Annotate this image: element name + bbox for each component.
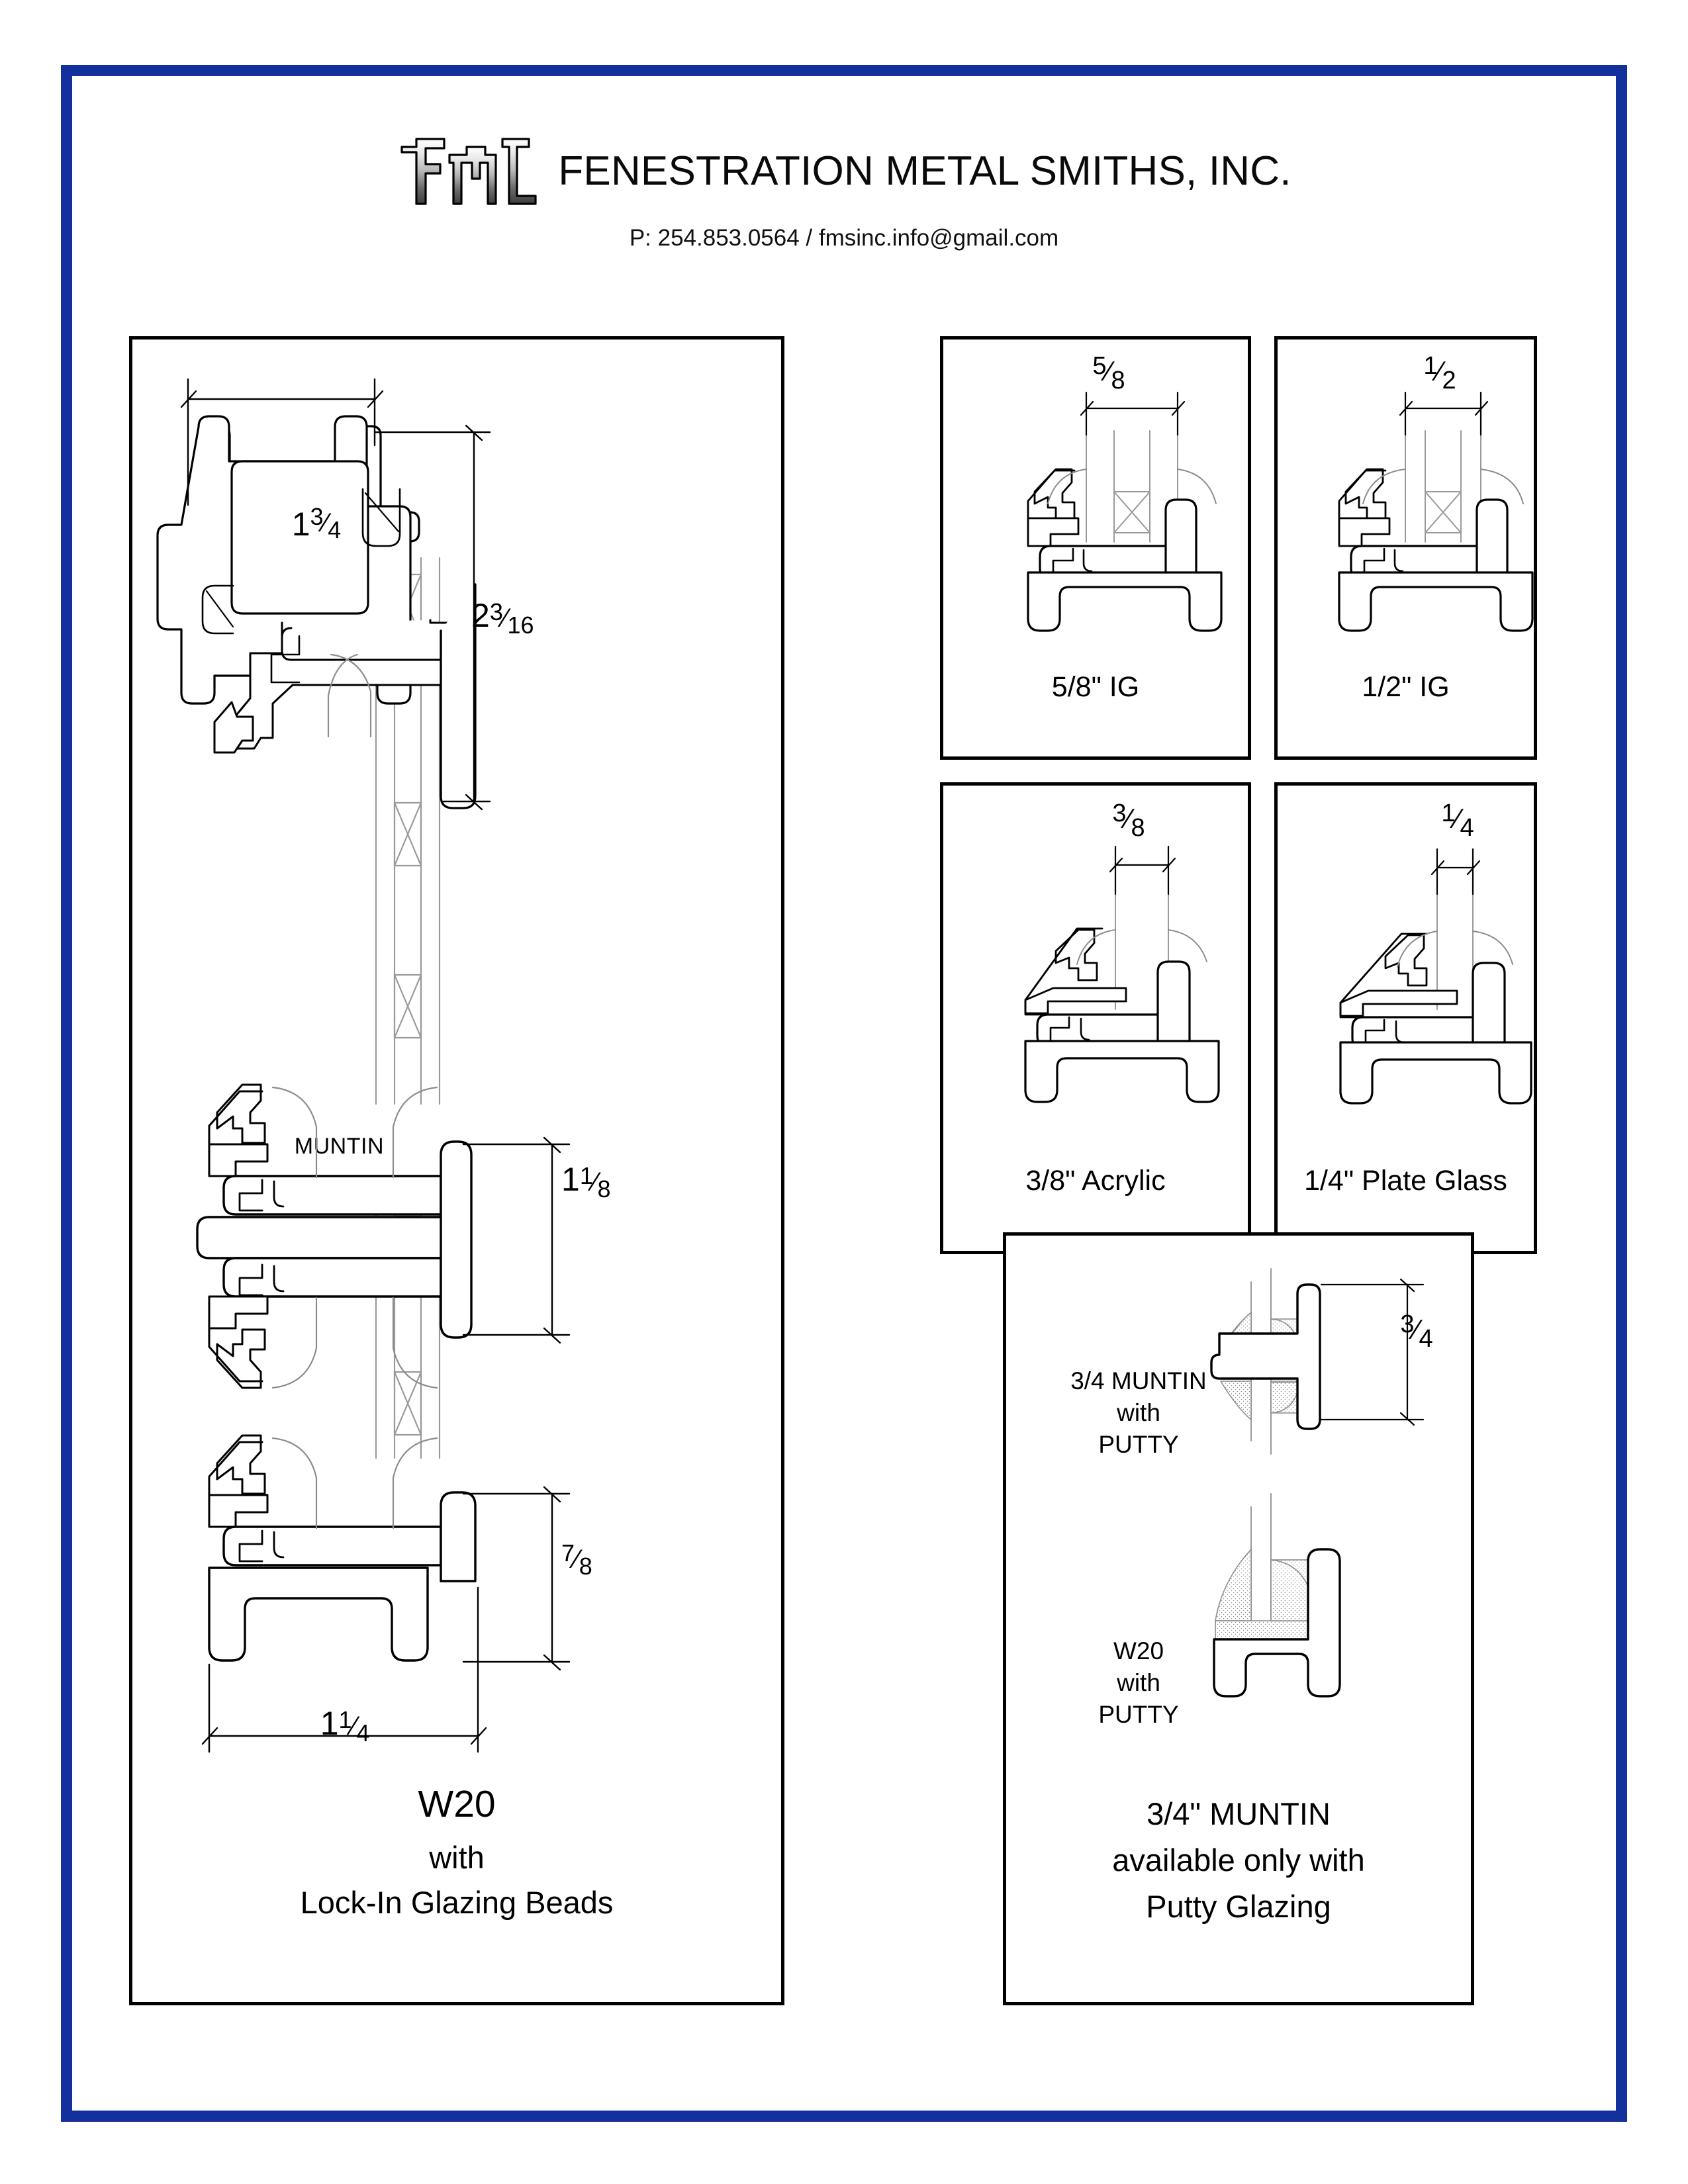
dim-denominator: 16 — [507, 612, 534, 639]
dim-numerator: 1 — [338, 1706, 352, 1733]
putty-note-bottom-line3: PUTTY — [1098, 1701, 1179, 1729]
dimension-ig-12: 1⁄2 — [1423, 352, 1456, 394]
section-label-muntin: MUNTIN — [294, 1134, 384, 1159]
glazing-panel-ig-12 — [1274, 336, 1537, 760]
glazing-caption-ig-12: 1/2" IG — [1362, 671, 1450, 703]
dim-numerator: 5 — [1092, 352, 1107, 380]
glazing-panel-acrylic-38 — [940, 782, 1251, 1254]
sheet-header — [0, 132, 1688, 251]
main-panel-subtitle: with — [429, 1840, 485, 1875]
putty-note-bottom-line1: W20 — [1113, 1637, 1164, 1664]
dim-numerator: 1 — [579, 1162, 593, 1189]
dimension-plate-14: 1⁄4 — [1441, 799, 1474, 842]
dim-whole: 1 — [561, 1161, 580, 1198]
glazing-panel-ig-58 — [940, 336, 1251, 760]
dimension-ig-58: 5⁄8 — [1092, 352, 1125, 394]
dim-denominator: 8 — [1131, 814, 1145, 842]
putty-note-top-line2: with — [1117, 1399, 1160, 1427]
glazing-panel-plate-14 — [1274, 782, 1537, 1254]
dim-denominator: 4 — [356, 1719, 370, 1747]
putty-caption-line1: 3/4" MUNTIN — [1147, 1796, 1331, 1831]
dim-whole: 1 — [320, 1705, 339, 1742]
brand-row — [0, 132, 1688, 210]
contact-line: P: 254.853.0564 / fmsinc.info@gmail.com — [629, 225, 1059, 251]
dim-numerator: 3 — [1400, 1310, 1415, 1338]
putty-note-top-line1: 3/4 MUNTIN — [1070, 1367, 1207, 1394]
dim-numerator: 3 — [310, 503, 324, 530]
main-panel-title: W20 — [418, 1783, 496, 1825]
putty-glazing-panel — [1003, 1232, 1474, 2005]
putty-note-bottom-line2: with — [1117, 1669, 1160, 1697]
main-profile-panel — [129, 336, 784, 2005]
dim-numerator: 1 — [1423, 352, 1438, 380]
glazing-caption-ig-58: 5/8" IG — [1051, 671, 1140, 703]
dim-denominator: 8 — [597, 1175, 611, 1203]
dim-numerator: 1 — [1441, 799, 1456, 827]
glazing-drawing-plate-14 — [1268, 799, 1552, 1115]
dimension-casement-width: $1^3⁄_4$ — [291, 503, 342, 543]
dimension-fixed-height: $^7⁄_8$ — [561, 1539, 592, 1580]
dimension-acrylic-38: 3⁄8 — [1112, 799, 1145, 842]
dimension-muntin-height: $1^1⁄_8$ — [561, 1161, 611, 1203]
dim-denominator: 8 — [579, 1553, 592, 1580]
putty-caption-line3: Putty Glazing — [1146, 1889, 1331, 1924]
company-name: FENESTRATION METAL SMITHS, INC. — [558, 148, 1291, 194]
main-panel-description: Lock-In Glazing Beads — [300, 1885, 614, 1920]
dim-denominator: 8 — [1111, 367, 1125, 394]
fms-logo-icon — [397, 132, 543, 210]
glazing-drawing-acrylic-38 — [957, 799, 1241, 1115]
dim-whole: 2 — [471, 597, 490, 634]
dim-numerator: 3 — [1112, 799, 1127, 827]
dim-denominator: 4 — [1419, 1325, 1433, 1353]
glazing-caption-plate-14: 1/4" Plate Glass — [1304, 1165, 1507, 1197]
dimension-fixed-width: $1^1⁄_4$ — [320, 1705, 370, 1747]
dim-numerator: 7 — [561, 1539, 575, 1567]
dim-denominator: 4 — [1460, 814, 1474, 842]
putty-caption-line2: available only with — [1112, 1843, 1365, 1878]
dim-denominator: 2 — [1442, 367, 1456, 394]
dim-numerator: 3 — [489, 598, 503, 625]
glazing-caption-acrylic-38: 3/8" Acrylic — [1025, 1165, 1166, 1197]
dim-denominator: 4 — [328, 516, 342, 543]
dimension-casement-height: $2^3⁄_{16}$ — [471, 597, 534, 639]
glazing-drawing-ig-12 — [1268, 351, 1552, 643]
dim-whole: 1 — [291, 506, 310, 543]
putty-note-top-line3: PUTTY — [1098, 1431, 1179, 1459]
dimension-putty-muntin: 3⁄4 — [1400, 1310, 1433, 1353]
glazing-drawing-ig-58 — [957, 351, 1241, 643]
